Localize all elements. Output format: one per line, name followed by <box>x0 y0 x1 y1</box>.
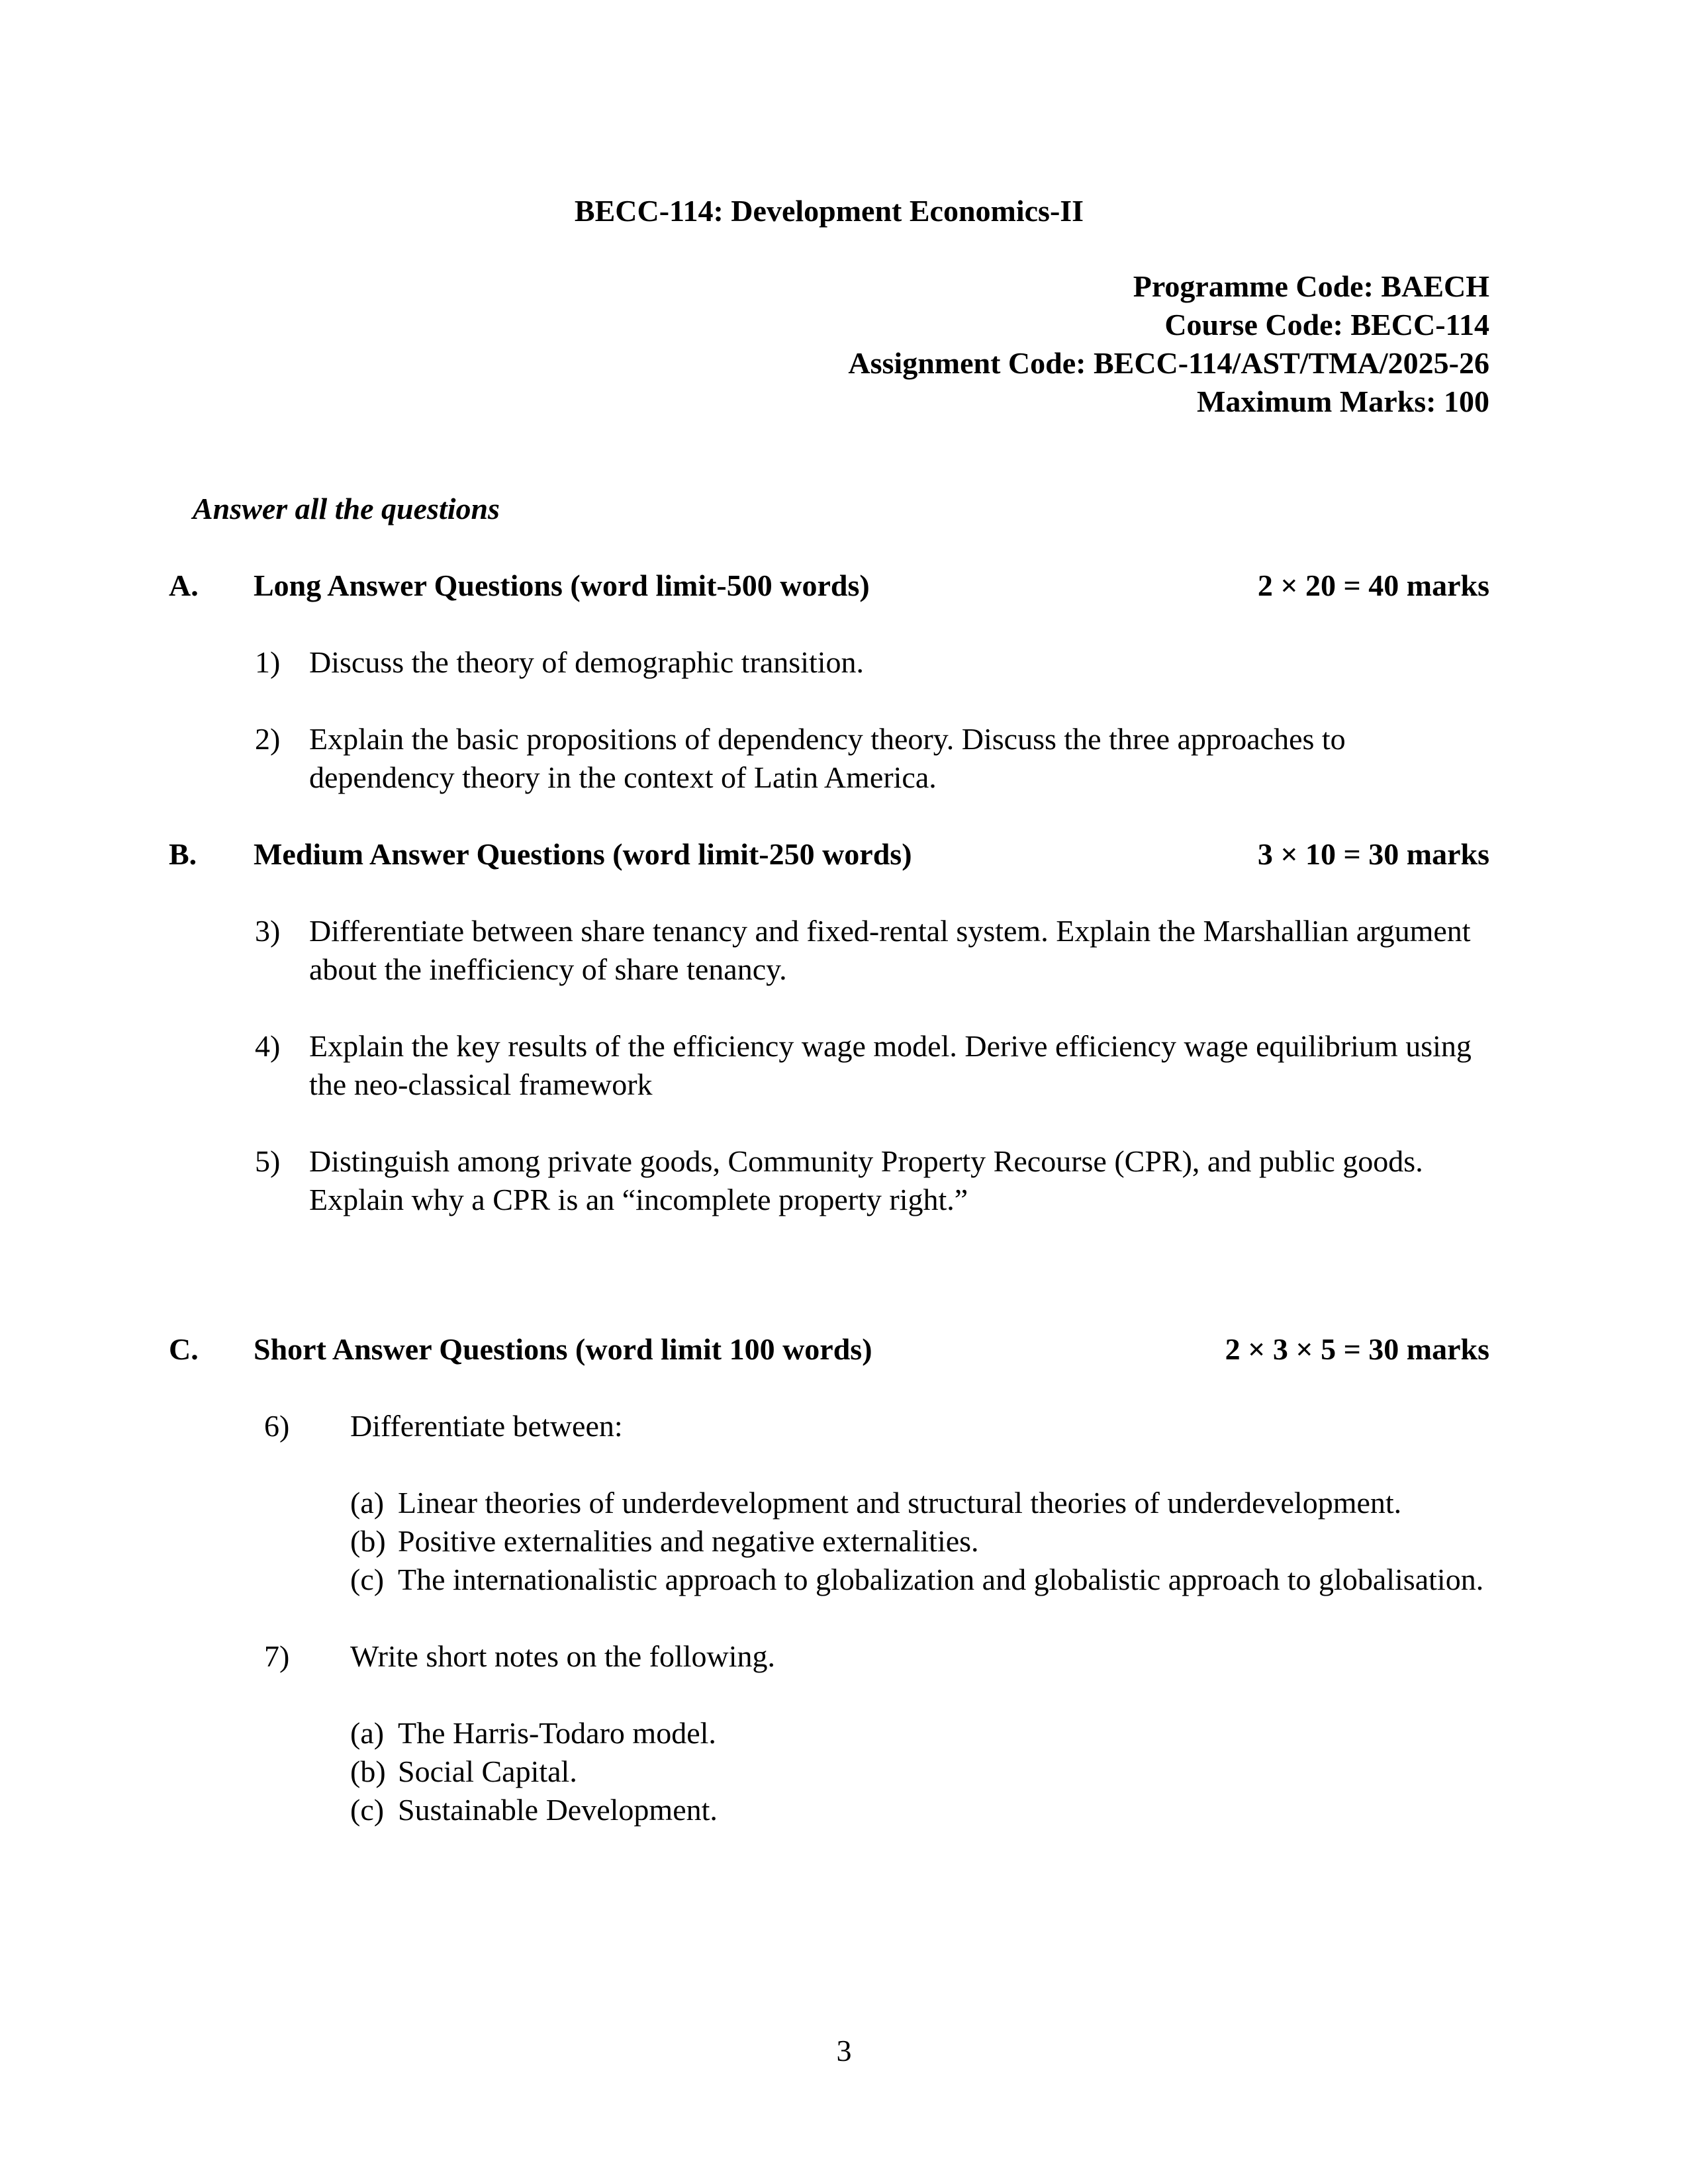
question-6 <box>264 1407 1489 1445</box>
question-number: 7) <box>264 1639 290 1673</box>
subitem-6b <box>350 1522 1489 1561</box>
section-b-heading <box>169 835 1489 874</box>
question-text: Discuss the theory of demographic transition. <box>309 645 865 679</box>
page-title: BECC-114: Development Economics-II <box>574 194 1084 228</box>
subitem-label: (b) <box>350 1754 386 1788</box>
subitem-text: Positive externalities and negative externalities. <box>398 1524 979 1558</box>
question-3 <box>255 912 1489 989</box>
question-text: Differentiate between share tenancy and fixed-rental system. Explain the Marshallian argument about the inefficiency of share tenancy. <box>309 914 1471 986</box>
subitem-text: The internationalistic approach to globalization and globalistic approach to globalisation. <box>398 1563 1484 1596</box>
question-1 <box>255 643 1489 682</box>
section-b <box>169 835 1489 1219</box>
subitem-label: (c) <box>350 1563 385 1596</box>
question-text: Differentiate between: <box>350 1409 623 1443</box>
subitem-label: (b) <box>350 1524 386 1558</box>
header-codes <box>169 267 1489 421</box>
question-number: 6) <box>264 1409 290 1443</box>
section-marks: 3 × 10 = 30 marks <box>1257 837 1489 871</box>
question-4 <box>255 1027 1489 1104</box>
subitem-text: Sustainable Development. <box>398 1793 718 1827</box>
section-marks: 2 × 3 × 5 = 30 marks <box>1225 1332 1489 1366</box>
section-title: Long Answer Questions (word limit-500 words) <box>254 569 870 602</box>
course-code: Course Code: BECC-114 <box>1164 308 1489 341</box>
question-text: Distinguish among private goods, Community Property Recourse (CPR), and public goods. Explain why a CPR is an “incomplete property right.” <box>309 1144 1423 1216</box>
instruction-text: Answer all the questions <box>193 492 500 525</box>
subitem-text: The Harris-Todaro model. <box>398 1716 716 1750</box>
subitem-7b <box>350 1752 1489 1791</box>
subitem-text: Linear theories of underdevelopment and structural theories of underdevelopment. <box>398 1486 1402 1520</box>
section-c-heading <box>169 1330 1489 1369</box>
question-number: 4) <box>255 1029 281 1063</box>
section-letter: C. <box>169 1332 199 1366</box>
subitem-label: (a) <box>350 1716 385 1750</box>
subitem-text: Social Capital. <box>398 1754 577 1788</box>
question-6-subitems <box>350 1484 1489 1599</box>
question-number: 1) <box>255 645 281 679</box>
subitem-6c <box>350 1561 1489 1599</box>
maximum-marks: Maximum Marks: 100 <box>1196 385 1489 418</box>
section-letter: A. <box>169 569 199 602</box>
question-7 <box>264 1637 1489 1676</box>
question-number: 5) <box>255 1144 281 1178</box>
question-number: 2) <box>255 722 281 756</box>
subitem-7a <box>350 1714 1489 1752</box>
section-marks: 2 × 20 = 40 marks <box>1257 569 1489 602</box>
question-2 <box>255 720 1489 797</box>
section-c <box>169 1330 1489 1829</box>
page-number: 3 <box>836 2034 852 2068</box>
section-a <box>169 567 1489 797</box>
question-text: Write short notes on the following. <box>350 1639 776 1673</box>
question-7-subitems <box>350 1714 1489 1829</box>
subitem-label: (c) <box>350 1793 385 1827</box>
section-a-heading <box>169 567 1489 605</box>
subitem-6a <box>350 1484 1489 1522</box>
question-text: Explain the basic propositions of dependency theory. Discuss the three approaches to dependency theory in the context of Latin America. <box>309 722 1346 794</box>
section-title: Medium Answer Questions (word limit-250 words) <box>254 837 912 871</box>
question-number: 3) <box>255 914 281 948</box>
question-5 <box>255 1142 1489 1219</box>
question-text: Explain the key results of the efficiency wage model. Derive efficiency wage equilibrium using the neo-classical framework <box>309 1029 1472 1101</box>
programme-code: Programme Code: BAECH <box>1133 269 1489 303</box>
subitem-label: (a) <box>350 1486 385 1520</box>
section-title: Short Answer Questions (word limit 100 words) <box>254 1332 872 1366</box>
assignment-code: Assignment Code: BECC-114/AST/TMA/2025-26 <box>848 346 1489 380</box>
subitem-7c <box>350 1791 1489 1829</box>
section-letter: B. <box>169 837 197 871</box>
